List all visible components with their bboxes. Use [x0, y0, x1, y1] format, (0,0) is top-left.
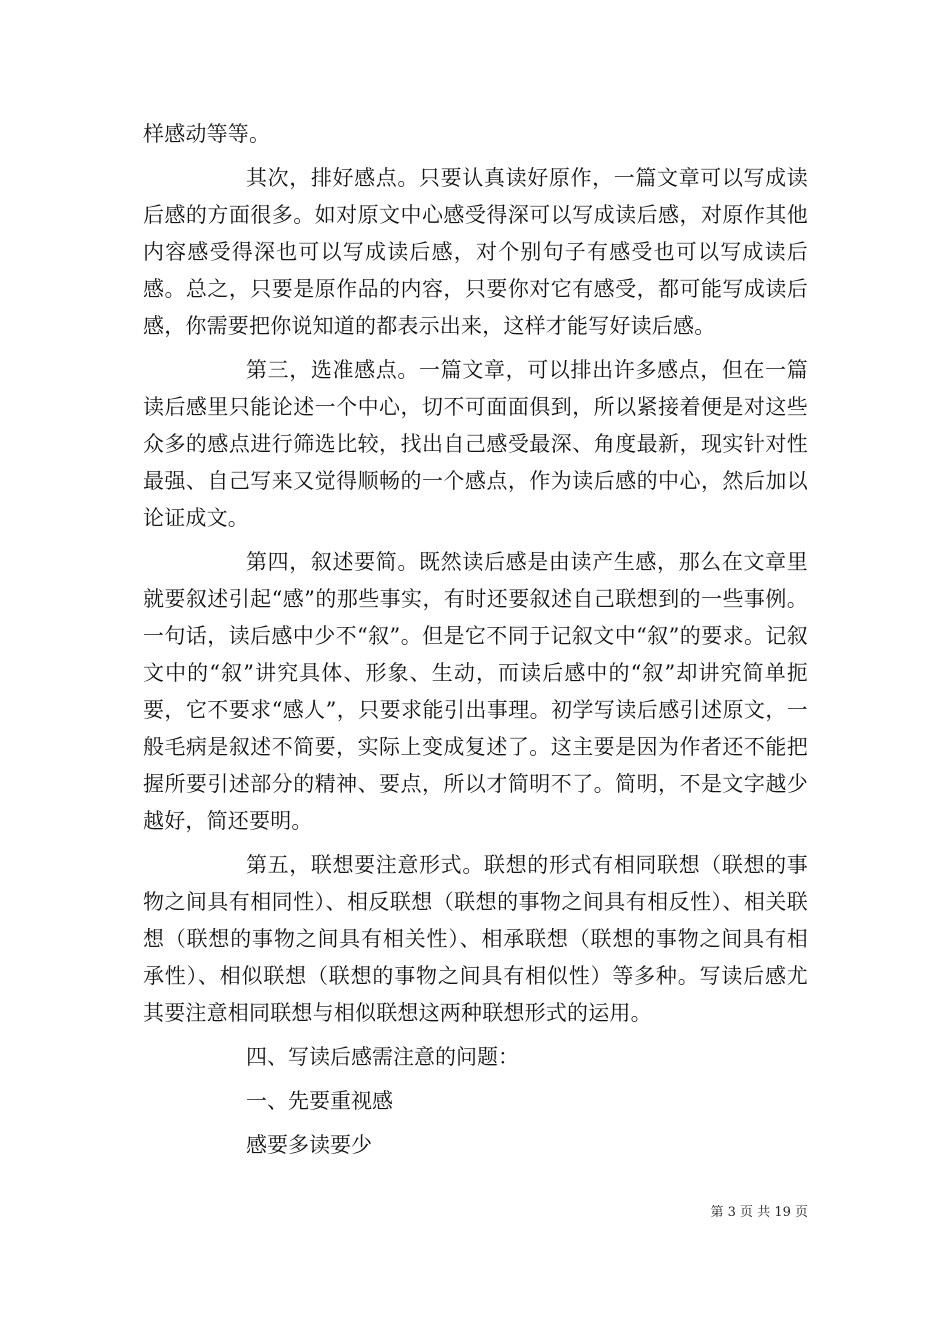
paragraph-spacer: [143, 345, 808, 352]
paragraph-spacer: [143, 1032, 808, 1039]
paragraph-second-point: 其次，排好感点。只要认真读好原作，一篇文章可以写成读后感的方面很多。如对原文中心感受得深可以写成读后感，对原作其他内容感受得深也可以写成读后感，对个别句子有感受也可以写成读后感。总之，只要是原作品的内容，只要你对它有感受，都可能写成读后感，你需要把你说知道的都表示出来，这样才能写好读后感。: [143, 166, 808, 338]
paragraph-fourth-point: 第四，叙述要简。既然读后感是由读产生感，那么在文章里就要叙述引起“感”的那些事实，有时还要叙述自己联想到的一些事例。一句话，读后感中少不“叙”。但是它不同于记叙文中“叙”的要求。记叙文中的“叙”讲究具体、形象、生动，而读后感中的“叙”却讲究简单扼要，它不要求“感人”，只要求能引出事理。初学写读后感引述原文，一般毛病是叙述不简要，实际上变成复述了。这主要是因为作者还不能把握所要引述部分的精神、要点，所以才简明不了。简明，不是文字越少越好，简还要明。: [143, 550, 808, 833]
subsection-heading: 一、先要重视感: [246, 1089, 393, 1113]
paragraph-spacer: [143, 153, 808, 160]
paragraph-spacer: [143, 840, 808, 847]
page-number-footer: 第 3 页 共 19 页: [710, 1205, 808, 1220]
subsection-line: 感要多读要少: [246, 1133, 372, 1157]
paragraph-spacer: [143, 537, 808, 544]
paragraph-spacer: [143, 1120, 808, 1127]
paragraph-third-point: 第三，选准感点。一篇文章，可以排出许多感点，但在一篇读后感里只能论述一个中心，切不可面面俱到，所以紧接着便是对这些众多的感点进行筛选比较，找出自己感受最深、角度最新，现实针对性最强、自己写来又觉得顺畅的一个感点，作为读后感的中心，然后加以论证成文。: [143, 358, 808, 530]
paragraph-fifth-point: 第五，联想要注意形式。联想的形式有相同联想（联想的事物之间具有相同性）、相反联想（联想的事物之间具有相反性）、相关联想（联想的事物之间具有相关性）、相承联想（联想的事物之间具有相承性）、相似联想（联想的事物之间具有相似性）等多种。写读后感尤其要注意相同联想与相似联想这两种联想形式的运用。: [143, 853, 808, 1025]
paragraph-spacer: [143, 1076, 808, 1083]
section-heading: 四、写读后感需注意的问题：: [246, 1045, 519, 1069]
document-body: [143, 116, 808, 1164]
paragraph-continuation: 样感动等等。: [143, 122, 271, 146]
